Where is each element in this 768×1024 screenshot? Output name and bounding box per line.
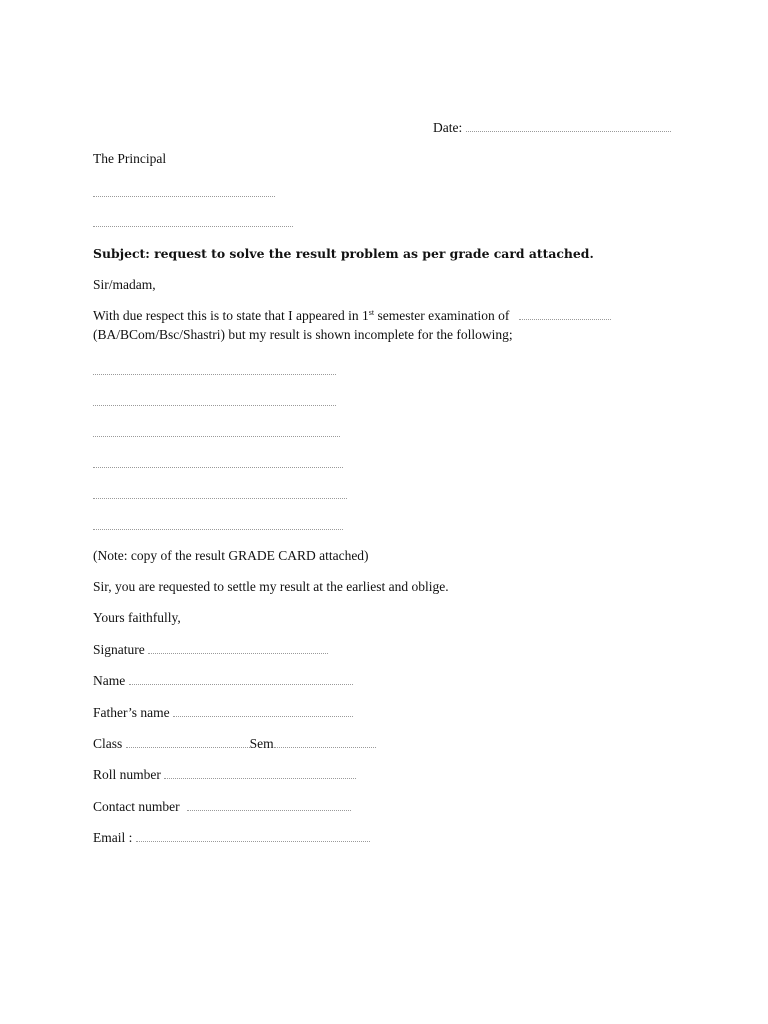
subject-line: Subject: request to solve the result problem as per grade card attached. — [93, 246, 594, 261]
issue-blank-line-5[interactable] — [93, 486, 347, 504]
name-row — [93, 673, 353, 689]
date-blank[interactable] — [466, 120, 671, 132]
name-blank[interactable] — [129, 673, 353, 685]
email-blank[interactable] — [136, 830, 370, 842]
body-line-1 — [93, 308, 611, 324]
issue-blank-line-3[interactable] — [93, 424, 340, 442]
contact-number-label: Contact number — [93, 799, 180, 814]
fathers-name-row — [93, 705, 353, 721]
course-blank[interactable] — [519, 308, 611, 320]
roll-number-blank[interactable] — [164, 767, 356, 779]
class-sem-row — [93, 736, 376, 752]
request-line: Sir, you are requested to settle my result at the earliest and oblige. — [93, 579, 449, 594]
closing-line: Yours faithfully, — [93, 610, 181, 625]
date-label: Date: — [433, 120, 463, 135]
contact-number-row — [93, 799, 351, 815]
date-row — [433, 120, 671, 136]
fathers-name-blank[interactable] — [173, 705, 353, 717]
email-row — [93, 830, 370, 846]
issue-blank-line-2[interactable] — [93, 393, 336, 411]
recipient-title: The Principal — [93, 151, 167, 166]
recipient-address-line-2[interactable] — [93, 214, 293, 232]
issue-blank-line-1[interactable] — [93, 362, 336, 380]
signature-blank[interactable] — [148, 642, 328, 654]
note-line: (Note: copy of the result GRADE CARD attached) — [93, 548, 369, 563]
salutation: Sir/madam, — [93, 277, 156, 292]
body-line-1-text: With due respect this is to state that I appeared in 1 — [93, 308, 369, 323]
sem-label: Sem — [249, 736, 274, 751]
email-label: Email : — [93, 830, 133, 845]
issue-blank-line-4[interactable] — [93, 455, 343, 473]
roll-number-row — [93, 767, 356, 783]
body-line-1-text-end: semester examination of — [374, 308, 510, 323]
class-label: Class — [93, 736, 123, 751]
signature-row — [93, 642, 328, 658]
recipient-address-line-1[interactable] — [93, 184, 275, 202]
signature-label: Signature — [93, 642, 145, 657]
class-blank[interactable] — [126, 736, 250, 748]
fathers-name-label: Father’s name — [93, 705, 170, 720]
name-label: Name — [93, 673, 126, 688]
ordinal-suffix: st — [368, 308, 375, 317]
roll-number-label: Roll number — [93, 767, 161, 782]
body-line-2: (BA/BCom/Bsc/Shastri) but my result is shown incomplete for the following; — [93, 327, 513, 342]
issue-blank-line-6[interactable] — [93, 517, 343, 535]
sem-blank[interactable] — [274, 736, 376, 748]
contact-number-blank[interactable] — [187, 799, 351, 811]
